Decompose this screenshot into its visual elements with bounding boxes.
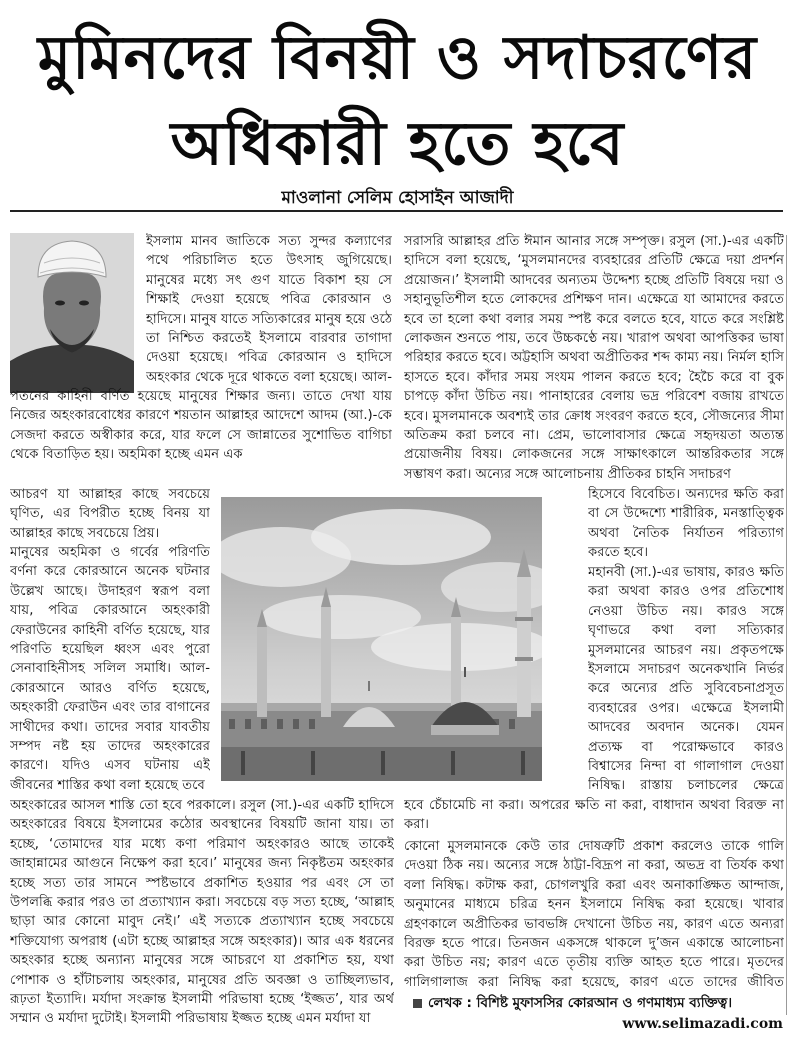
left-column-block-4: মানুষের অহমিকা ও গর্বের পরিণতি বর্ণনা করে কোরআনে অনেক ঘটনার উল্লেখ আছে। উদাহরণ স্বরূপ বলা যায়, পবিত্র কোরআনে অহংকারী ফেরাউনের কাহিনী বর্ণিত হয়েছে, যার পরিণতি হয়েছিল ধ্বংস এবং পুরো সেনাবাহিনীসহ সলিল সমাধি। আল-কোরআনে আরও বর্ণিত হয়েছে, অহংকারী ফেরাউন এবং তার বাগানের সাথীদের কথা। তাদের সবার যাবতীয় সম্পদ নষ্ট হয় তাদের অহংকারের কারণে। যদিও এসব ঘটনায় এই জীবনের শাস্তির কথা বলা হয়েছে তবে [10, 545, 210, 793]
right-column-block-1: সরাসরি আল্লাহর প্রতি ঈমান আনার সঙ্গে সম্পৃক্ত। রসুল (সা.)-এর একটি হাদিসে বলা হয়েছে, ‘মুসলমানদের ব্যবহারের প্রতিটি ক্ষেত্রে দয়া প্রদর্শন প্রয়োজন।’ ইসলামী আদবের অন্যতম উদ্দেশ্য হচ্ছে প্রতিটি বিষয়ে দয়া ও সহানুভূতিশীল হতে লোকদের প্রশিক্ষণ দান। এক্ষেত্রে যা আমাদের করতে হবে তা হলো কথা বলার সময় স্পষ্ট করে বলতে হবে, যাতে করে সংশ্লিষ্ট লোকজন শুনতে পায়, তবে উচ্চকণ্ঠে নয়। খারাপ অথবা আপত্তিকর ভাষা পরিহার করতে হবে। অট্টহাসি অথবা অপ্রীতিকর শব্দ কাম্য নয়। নির্মল হাসি হাসতে হবে। কাঁদার সময় সংযম পালন করতে হবে; হৈচৈ করে বা বুক চাপড়ে কাঁদা উচিত নয়। পানাহারের বেলায় ভদ্র পরিবেশ বজায় রাখতে হবে। মুসলমানকে অবশ্যই তার ক্রোধ সংবরণ করতে হবে, সৌজন্যের সীমা অতিক্রম করা চলবে না। প্রেম, ভালোবাসার ক্ষেত্রে সহৃদয়তা অত্যন্ত প্রয়োজনীয় বিষয়। লোকজনের সঙ্গে সাক্ষাৎকালে আন্তরিকতার সঙ্গে সম্ভাষণ করা। অন্যের সঙ্গে আলোচনায় প্রীতিকর চাহনি সদাচরণ [404, 234, 784, 482]
author-portrait-icon [10, 233, 134, 393]
bullet-square-icon [413, 999, 422, 1008]
left-column-block-3: আচরণ যা আল্লাহর কাছে সবচেয়ে ঘৃণিত, এর বিপরীত হচ্ছে বিনয় যা আল্লাহর কাছে সবচেয়ে প্রিয়। [10, 487, 210, 541]
website-link[interactable]: www.selimazadi.com [622, 1016, 783, 1032]
right-column-block-2: হিসেবে বিবেচিত। অন্যদের ক্ষতি করা বা সে উদ্দেশ্যে শারীরিক, মনস্তাত্ত্বিক অথবা নৈতিক নির্যাতন পরিত্যাগ করতে হবে। [588, 487, 784, 561]
mosque-icon [221, 497, 542, 781]
left-column-block-5: অহংকারের আসল শাস্তি তো হবে পরকালে। রসুল (সা.)-এর একটি হাদিসে অহংকারের বিষয়ে ইসলামের কঠোর অবস্থানের বিষয়টি জানা যায়। তা হচ্ছে, ‘তোমাদের যার মধ্যে কণা পরিমাণ অহংকারও আছে তাকেই জাহান্নামের আগুনে নিক্ষেপ করা হবে।’ মানুষের জন্য নিকৃষ্টতম অহংকার হচ্ছে সত্য তার সামনে স্পষ্টভাবে প্রকাশিত হওয়ার পর এবং সে তা উপলব্ধি করার পরও তা প্রত্যাখ্যান করা। সবচেয়ে বড় সত্য হচ্ছে, ‘আল্লাহ ছাড়া আর কোনো মাবুদ নেই।’ এই সত্যকে প্রত্যাখ্যান হচ্ছে সবচেয়ে শক্তিযোগ্য অপরাধ (এটা হচ্ছে আল্লাহর সঙ্গে অহংকার)। আর এক ধরনের অহংকার হচ্ছে অন্যান্য মানুষের সঙ্গে আচরণে যা প্রকাশিত হয়, যথা পোশাক ও হাঁটাচলায় অহংকার, মানুষের প্রতি অবজ্ঞা ও তাচ্ছিল্যভাব, রূঢ়তা ইত্যাদি। মর্যাদা সংক্রান্ত ইসলামী পরিভাষা হচ্ছে ‘ইজ্জত’, যার অর্থ সম্মান ও মর্যাদা দুটোই। ইসলামী পরিভাষায় ইজ্জত হচ্ছে এমন মর্যাদা যা [10, 798, 394, 1027]
byline: মাওলানা সেলিম হোসাইন আজাদী [281, 188, 514, 208]
left-column-block-1: ইসলাম মানব জাতিকে সত্য সুন্দর কল্যাণের পথে পরিচালিত হতে উৎসাহ জুগিয়েছে। মানুষের মধ্যে সৎ গুণ যাতে বিকাশ হয় সে শিক্ষাই দেওয়া হয়েছে পবিত্র কোরআন ও হাদিসে। মানুষ যাতে সত্যিকারের মানুষ হয়ে ওঠে তা নিশ্চিত করতেই ইসলামে বারবার তাগাদা দেওয়া হয়েছে। পবিত্র কোরআন ও হাদিসে অহংকার থেকে দূরে থাকতে বলা হয়েছে। আল- [146, 234, 392, 385]
mosque-photo [221, 497, 542, 781]
headline-line-1: মুমিনদের বিনয়ী ও সদাচরণের [37, 23, 758, 93]
edge-line [786, 235, 787, 1015]
headline-line-2: অধিকারী হতে হবে [170, 109, 625, 179]
right-column-block-5: কোনো মুসলমানকে কেউ তার দোষত্রুটি প্রকাশ করলেও তাকে গালি দেওয়া ঠিক নয়। অন্যের সঙ্গে ঠাট্টা-বিদ্রূপ না করা, অভদ্র বা তির্যক কথা বলা নিষিদ্ধ। কটাক্ষ করা, চোগলখুরি করা এবং অনাকাঙ্ক্ষিত আন্দাজ, অনুমানের মাধ্যমে চরিত্র হনন ইসলামে নিষিদ্ধ করা হয়েছে। খাবার গ্রহণকালে অপ্রীতিকর ভাবভঙ্গি দেখানো উচিত নয়, কারণ এতে অন্যরা বিরক্ত হতে পারে। তিনজন একসঙ্গে থাকলে দু’জন একান্তে আলোচনা করা উচিত নয়; কারণ এতে তৃতীয় ব্যক্তি আহত হতে পারে। মৃতদের গালিগালাজ করা নিষিদ্ধ করা হয়েছে, কারণ এতে তাদের জীবিত [404, 839, 784, 990]
right-column-block-3: মহানবী (সা.)-এর ভাষায়, কারও ক্ষতি করা অথবা কারও ওপর প্রতিশোধ নেওয়া উচিত নয়। কারও সঙ্গে ঘৃণাভরে কথা বলা সত্যিকার মুসলমানের আচরণ নয়। প্রকৃতপক্ষে ইসলামে সদাচরণ অনেকখানি নির্ভর করে অন্যের প্রতি সুবিবেচনাপ্রসূত ব্যবহারের ওপর। এক্ষেত্রে ইসলামী আদবের অবদান অনেক। যেমন প্রত্যক্ষ বা পরোক্ষভাবে কারও বিশ্বাসের নিন্দা বা গালাগাল দেওয়া নিষিদ্ধ। রাস্তায় চলাচলের ক্ষেত্রে [588, 565, 784, 794]
divider-rule [10, 210, 783, 212]
author-photo [10, 233, 134, 393]
right-column-block-4: হবে চেঁচামেচি না করা। অপরের ক্ষতি না করা, বাধাদান অথবা বিরক্ত না করা। [404, 798, 784, 833]
author-credit: লেখক : বিশিষ্ট মুফাসসির কোরআন ও গণমাধ্যম ব্যক্তিত্ব। [413, 994, 783, 1013]
left-column-block-2: পতনের কাহিনী বর্ণিত হয়েছে মানুষের শিক্ষার জন্য। তাতে দেখা যায় নিজের অহংকারবোধের কারণে শয়তান আল্লাহর আদেশে আদম (আ.)-কে সেজদা করতে অস্বীকার করে, যার ফলে সে জান্নাতের সুশোভিত বাগিচা থেকে বিতাড়িত হয়। অহমিকা হচ্ছে এমন এক [10, 389, 392, 463]
